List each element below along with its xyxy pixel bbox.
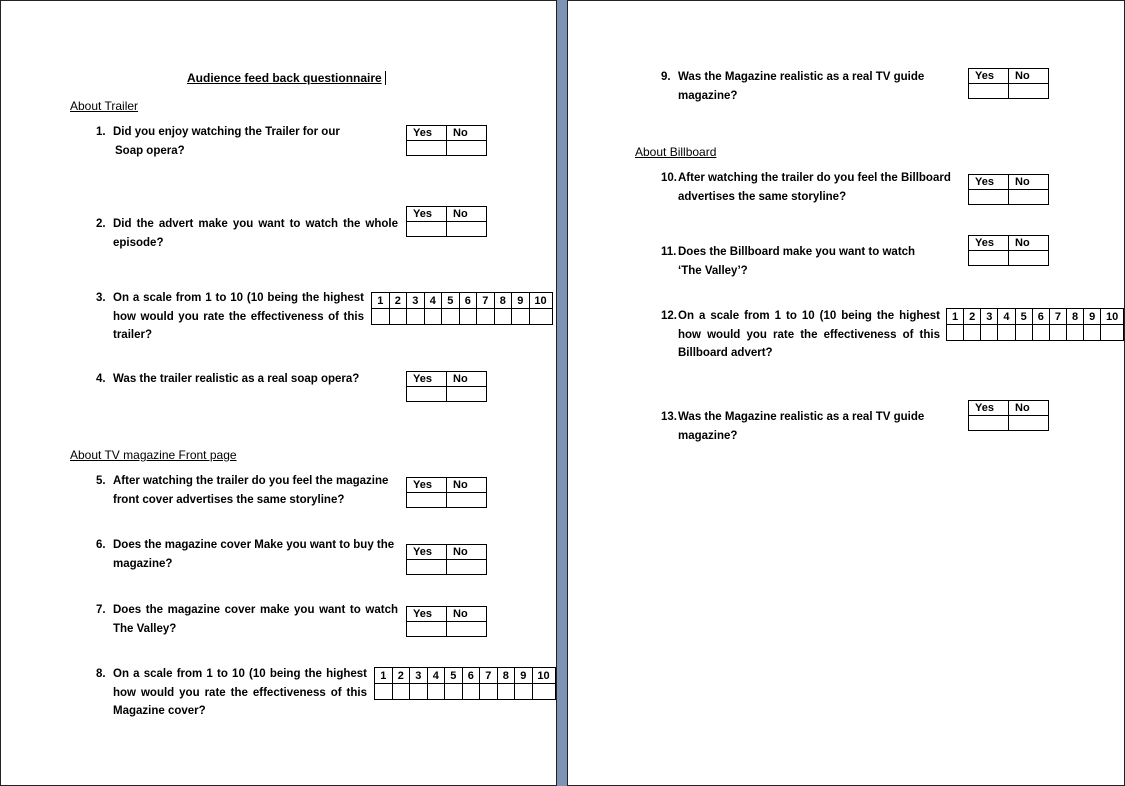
yes-answer-cell[interactable]	[407, 387, 447, 402]
scale-8-header: 8	[497, 668, 515, 684]
scale-1-header: 1	[372, 293, 390, 309]
scale-answer-cell[interactable]	[532, 684, 555, 700]
question-number: 1.	[96, 126, 106, 138]
no-answer-cell[interactable]	[1009, 251, 1049, 266]
scale-answer-cell[interactable]	[375, 684, 393, 700]
scale-answer-cell[interactable]	[1066, 325, 1083, 341]
question-number: 3.	[96, 292, 106, 304]
page-gap	[557, 0, 567, 786]
yes-answer-cell[interactable]	[969, 190, 1009, 205]
scale-answer-cell[interactable]	[442, 309, 460, 325]
question-number: 4.	[96, 373, 106, 385]
yes-no-table-11	[968, 235, 1049, 266]
yes-answer-cell[interactable]	[407, 560, 447, 575]
scale-answer-cell[interactable]	[389, 309, 407, 325]
yes-header: Yes	[969, 69, 1009, 84]
scale-answer-cell[interactable]	[445, 684, 463, 700]
scale-8-header: 8	[494, 293, 512, 309]
no-answer-cell[interactable]	[447, 222, 487, 237]
question-number: 9.	[661, 71, 671, 83]
scale-3-header: 3	[410, 668, 428, 684]
question-number: 8.	[96, 668, 106, 680]
scale-2-header: 2	[392, 668, 410, 684]
yes-header: Yes	[407, 126, 447, 141]
yes-answer-cell[interactable]	[969, 84, 1009, 99]
yes-header: Yes	[969, 175, 1009, 190]
scale-answer-cell[interactable]	[410, 684, 428, 700]
scale-5-header: 5	[442, 293, 460, 309]
yes-no-table-6	[406, 544, 487, 575]
scale-answer-cell[interactable]	[427, 684, 445, 700]
no-header: No	[1009, 401, 1049, 416]
question-text: After watching the trailer do you feel the magazine front cover advertises the same storyline?	[113, 475, 389, 506]
scale-answer-cell[interactable]	[1032, 325, 1049, 341]
question-text: Was the Magazine realistic as a real TV guide magazine?	[678, 71, 925, 102]
scale-answer-cell[interactable]	[459, 309, 477, 325]
scale-answer-cell[interactable]	[515, 684, 533, 700]
rating-scale-table-3	[371, 292, 553, 325]
no-header: No	[447, 207, 487, 222]
scale-2-header: 2	[389, 293, 407, 309]
scale-1-header: 1	[375, 668, 393, 684]
scale-9-header: 9	[515, 668, 533, 684]
yes-header: Yes	[407, 207, 447, 222]
scale-answer-cell[interactable]	[480, 684, 498, 700]
scale-7-header: 7	[477, 293, 495, 309]
no-header: No	[1009, 69, 1049, 84]
question-number: 5.	[96, 475, 106, 487]
scale-answer-cell[interactable]	[494, 309, 512, 325]
yes-answer-cell[interactable]	[407, 141, 447, 156]
yes-answer-cell[interactable]	[407, 493, 447, 508]
question-number: 13.	[661, 411, 677, 423]
question-text: On a scale from 1 to 10 (10 being the highest how would you rate the effectiveness of this Billboard advert?	[678, 310, 940, 359]
scale-answer-cell[interactable]	[512, 309, 530, 325]
yes-answer-cell[interactable]	[407, 622, 447, 637]
scale-answer-cell[interactable]	[1049, 325, 1066, 341]
scale-8-header: 8	[1066, 309, 1083, 325]
yes-no-table-4	[406, 371, 487, 402]
scale-10-header: 10	[1101, 309, 1124, 325]
question-number: 10.	[661, 172, 677, 184]
scale-6-header: 6	[462, 668, 480, 684]
question-text: On a scale from 1 to 10 (10 being the highest how would you rate the effectiveness of this Magazine cover?	[113, 668, 367, 717]
scale-4-header: 4	[998, 309, 1015, 325]
yes-answer-cell[interactable]	[407, 222, 447, 237]
scale-5-header: 5	[1015, 309, 1032, 325]
question-text: Was the trailer realistic as a real soap opera?	[113, 373, 360, 385]
yes-no-table-5	[406, 477, 487, 508]
scale-6-header: 6	[459, 293, 477, 309]
no-header: No	[447, 126, 487, 141]
scale-9-header: 9	[512, 293, 530, 309]
no-header: No	[447, 372, 487, 387]
yes-no-table-2	[406, 206, 487, 237]
scale-7-header: 7	[1049, 309, 1066, 325]
scale-answer-cell[interactable]	[1101, 325, 1124, 341]
no-answer-cell[interactable]	[1009, 190, 1049, 205]
scale-3-header: 3	[407, 293, 425, 309]
question-text: Did you enjoy watching the Trailer for our Soap opera?	[113, 126, 340, 157]
section-heading-trailer: About Trailer	[70, 99, 139, 113]
scale-2-header: 2	[964, 309, 981, 325]
rating-scale-table-12	[946, 308, 1124, 341]
yes-header: Yes	[969, 236, 1009, 251]
question-number: 11.	[661, 246, 677, 258]
yes-no-table-7	[406, 606, 487, 637]
rating-scale-table-8	[374, 667, 556, 700]
no-header: No	[1009, 175, 1049, 190]
yes-header: Yes	[407, 478, 447, 493]
text-cursor	[385, 71, 386, 85]
question-text: Does the magazine cover make you want to watch The Valley?	[113, 604, 398, 635]
scale-answer-cell[interactable]	[462, 684, 480, 700]
yes-header: Yes	[407, 545, 447, 560]
scale-answer-cell[interactable]	[392, 684, 410, 700]
question-number: 7.	[96, 604, 106, 616]
scale-7-header: 7	[480, 668, 498, 684]
scale-answer-cell[interactable]	[497, 684, 515, 700]
no-header: No	[447, 478, 487, 493]
question-number: 2.	[96, 218, 106, 230]
yes-no-table-10	[968, 174, 1049, 205]
scale-10-header: 10	[529, 293, 552, 309]
question-text: Did the advert make you want to watch the whole episode?	[113, 218, 398, 249]
scale-answer-cell[interactable]	[998, 325, 1015, 341]
scale-answer-cell[interactable]	[477, 309, 495, 325]
question-text: On a scale from 1 to 10 (10 being the highest how would you rate the effectiveness of this trailer?	[113, 292, 364, 341]
scale-1-header: 1	[947, 309, 964, 325]
no-answer-cell[interactable]	[1009, 416, 1049, 431]
question-text: Does the Billboard make you want to watch ‘The Valley’?	[678, 246, 916, 277]
scale-answer-cell[interactable]	[981, 325, 998, 341]
yes-no-table-9	[968, 68, 1049, 99]
no-answer-cell[interactable]	[447, 560, 487, 575]
section-heading-magazine: About TV magazine Front page	[70, 448, 237, 462]
no-header: No	[1009, 236, 1049, 251]
no-answer-cell[interactable]	[447, 493, 487, 508]
question-text: Was the Magazine realistic as a real TV guide magazine?	[678, 411, 925, 442]
scale-6-header: 6	[1032, 309, 1049, 325]
yes-no-table-1	[406, 125, 487, 156]
scale-answer-cell[interactable]	[947, 325, 964, 341]
scale-answer-cell[interactable]	[372, 309, 390, 325]
yes-answer-cell[interactable]	[969, 416, 1009, 431]
no-header: No	[447, 545, 487, 560]
yes-answer-cell[interactable]	[969, 251, 1009, 266]
document-page-1	[0, 0, 557, 786]
yes-no-table-13	[968, 400, 1049, 431]
question-number: 12.	[661, 310, 677, 322]
question-number: 6.	[96, 539, 106, 551]
scale-5-header: 5	[445, 668, 463, 684]
scale-answer-cell[interactable]	[529, 309, 552, 325]
no-answer-cell[interactable]	[447, 141, 487, 156]
scale-9-header: 9	[1084, 309, 1101, 325]
scale-10-header: 10	[532, 668, 555, 684]
scale-answer-cell[interactable]	[407, 309, 425, 325]
document-page-2	[567, 0, 1125, 786]
scale-answer-cell[interactable]	[1015, 325, 1032, 341]
yes-header: Yes	[407, 607, 447, 622]
no-answer-cell[interactable]	[447, 387, 487, 402]
page-title: Audience feed back questionnaire	[187, 71, 386, 85]
no-answer-cell[interactable]	[447, 622, 487, 637]
section-heading-billboard: About Billboard	[635, 145, 717, 159]
no-header: No	[447, 607, 487, 622]
scale-4-header: 4	[424, 293, 442, 309]
yes-header: Yes	[969, 401, 1009, 416]
scale-answer-cell[interactable]	[1084, 325, 1101, 341]
yes-header: Yes	[407, 372, 447, 387]
scale-answer-cell[interactable]	[424, 309, 442, 325]
question-text: Does the magazine cover Make you want to buy the magazine?	[113, 539, 395, 570]
no-answer-cell[interactable]	[1009, 84, 1049, 99]
scale-answer-cell[interactable]	[964, 325, 981, 341]
scale-3-header: 3	[981, 309, 998, 325]
question-text: After watching the trailer do you feel the Billboard advertises the same storyline?	[678, 172, 951, 203]
scale-4-header: 4	[427, 668, 445, 684]
